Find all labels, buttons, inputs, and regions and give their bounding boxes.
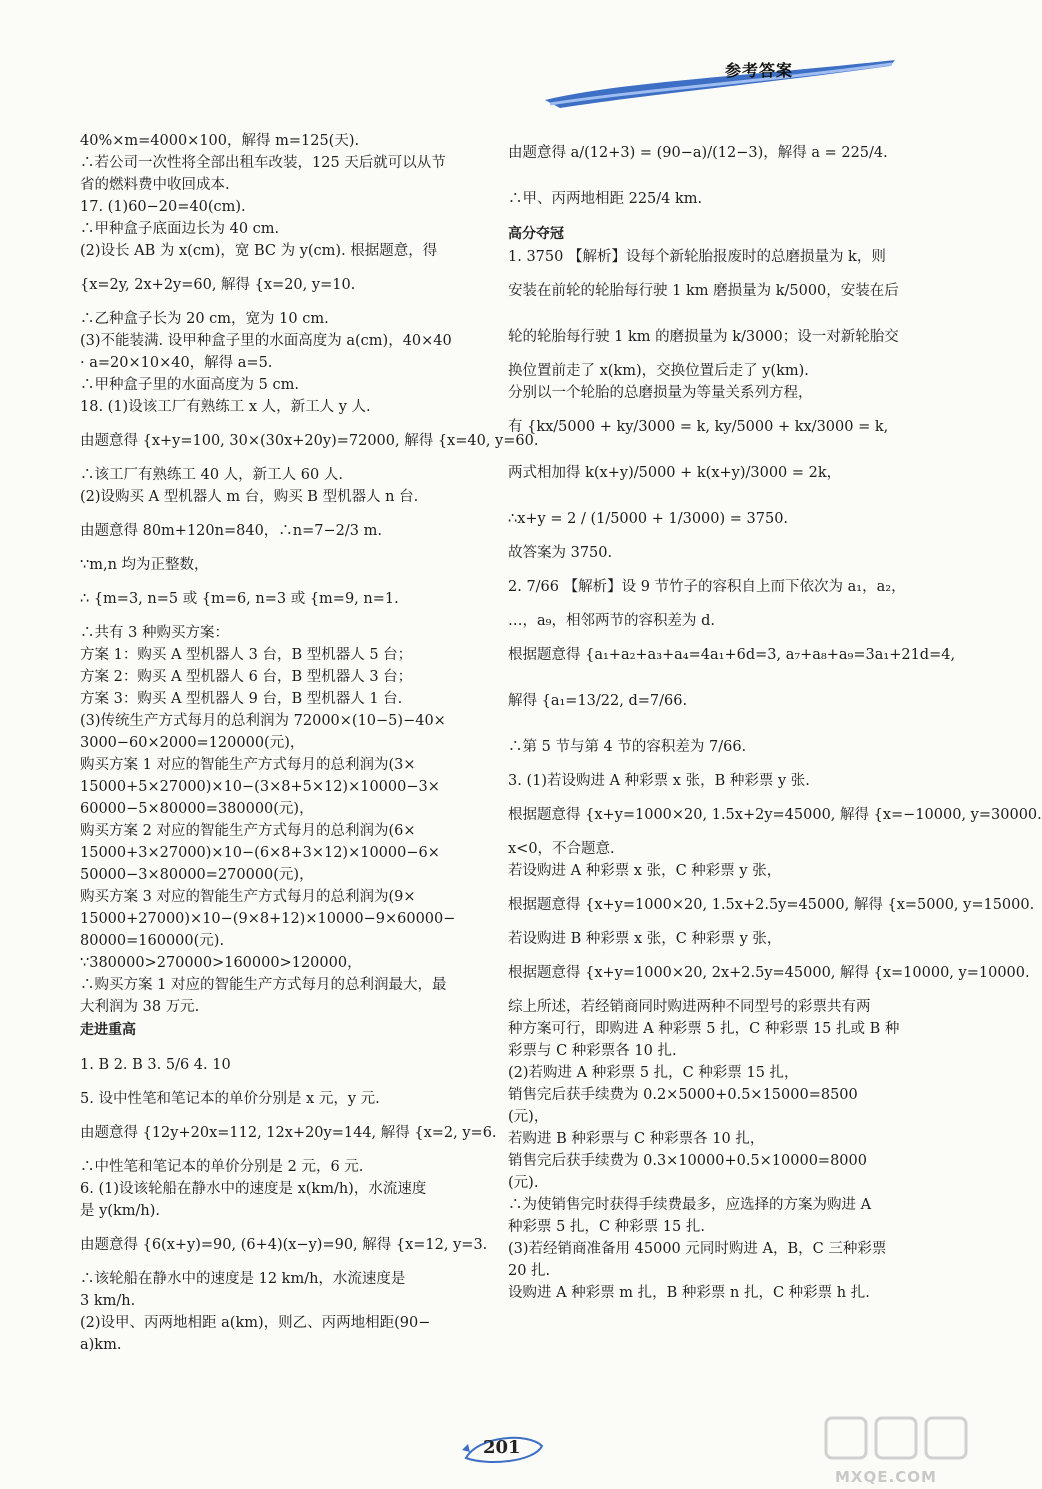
text-line: 若设购进 A 种彩票 x 张，C 种彩票 y 张， xyxy=(508,863,782,879)
text-line: 彩票与 C 种彩票各 10 扎. xyxy=(508,1043,677,1059)
text-line: ∴甲种盒子里的水面高度为 5 cm. xyxy=(80,377,299,393)
text-line: a)km. xyxy=(80,1337,122,1353)
text-line: 综上所述，若经销商同时购进两种不同型号的彩票共有两 xyxy=(508,999,871,1015)
text-line: (3)传统生产方式每月的总利润为 72000×(10−5)−40× xyxy=(80,713,446,729)
equation-system: 有 {kx/5000 + ky/3000 = k, ky/5000 + kx/3000 = k, xyxy=(508,419,889,435)
text-line: ∴甲、丙两地相距 225/4 km. xyxy=(508,191,703,207)
page-number: 201 xyxy=(483,1437,521,1458)
question-17: 17. (1)60−20=40(cm). xyxy=(80,199,246,215)
text-line: 种方案可行，即购进 A 种彩票 5 扎，C 种彩票 15 扎或 B 种 xyxy=(508,1021,900,1037)
equation-system: 根据题意得 {x+y=1000×20, 2x+2.5y=45000, 解得 {x=10000, y=10000. xyxy=(508,965,1030,981)
text-line: 是 y(km/h). xyxy=(80,1203,160,1219)
text-line: ∴购买方案 1 对应的智能生产方式每月的总利润最大，最 xyxy=(80,977,447,993)
text-line: 方案 1：购买 A 型机器人 3 台，B 型机器人 5 台； xyxy=(80,647,413,663)
text-line: 20 扎. xyxy=(508,1263,551,1279)
equation-system: 由题意得 {x+y=100, 30×(30x+20y)=72000, 解得 {x=40, y=60. xyxy=(80,433,539,449)
header-swoosh-graphic xyxy=(540,52,900,112)
text-line: ∴共有 3 种购买方案： xyxy=(80,625,229,641)
question-18: 18. (1)设该工厂有熟练工 x 人，新工人 y 人. xyxy=(80,399,371,415)
text-line: x<0，不合题意. xyxy=(508,841,615,857)
equation-system: ∴ {m=3, n=5 或 {m=6, n=3 或 {m=9, n=1. xyxy=(80,591,399,607)
text-line: 由题意得 a/(12+3) = (90−a)/(12−3)，解得 a = 225/4. xyxy=(508,145,888,161)
section-heading: 高分夺冠 xyxy=(508,226,564,242)
text-line: 60000−5×80000=380000(元)， xyxy=(80,801,314,817)
text-line: 购买方案 1 对应的智能生产方式每月的总利润为(3× xyxy=(80,757,416,773)
text-line: ∴该工厂有熟练工 40 人，新工人 60 人. xyxy=(80,467,343,483)
text-line: 5. 设中性笔和笔记本的单价分别是 x 元，y 元. xyxy=(80,1091,380,1107)
header-title: 参考答案 xyxy=(725,61,794,80)
text-line: (2)设长 AB 为 x(cm)，宽 BC 为 y(cm). 根据题意，得 xyxy=(80,243,438,259)
text-line: 方案 2：购买 A 型机器人 6 台，B 型机器人 3 台； xyxy=(80,669,413,685)
equation-system: 根据题意得 {x+y=1000×20, 1.5x+2.5y=45000, 解得 {x=5000, y=15000. xyxy=(508,897,1035,913)
text-line: ∴x+y = 2 / (1/5000 + 1/3000) = 3750. xyxy=(508,511,789,527)
equation-system: 由题意得 {6(x+y)=90, (6+4)(x−y)=90, 解得 {x=12, y=3. xyxy=(80,1237,488,1253)
text-line: (2)设购买 A 型机器人 m 台，购买 B 型机器人 n 台. xyxy=(80,489,419,505)
right-column xyxy=(508,130,1042,1304)
text-line: 15000+3×27000)×10−(6×8+3×12)×10000−6× xyxy=(80,845,440,861)
text-line: (2)设甲、丙两地相距 a(km)，则乙、丙两地相距(90− xyxy=(80,1315,431,1331)
equation-system: 根据题意得 {a₁+a₂+a₃+a₄=4a₁+6d=3, a₇+a₈+a₉=3a₁+21d=4, xyxy=(508,647,956,663)
text-line: 3 km/h. xyxy=(80,1293,136,1309)
text-line: 若设购进 B 种彩票 x 张，C 种彩票 y 张， xyxy=(508,931,782,947)
text-line: 80000=160000(元). xyxy=(80,933,225,949)
text-line: ∴为使销售完时获得手续费最多，应选择的方案为购进 A xyxy=(508,1197,872,1213)
text-line: 6. (1)设该轮船在静水中的速度是 x(km/h)，水流速度 xyxy=(80,1181,427,1197)
text-line: (3)不能装满. 设甲种盒子里的水面高度为 a(cm)，40×40 xyxy=(80,333,452,349)
text-line: (元). xyxy=(508,1175,539,1191)
text-line: 由题意得 80m+120n=840，∴n=7−2/3 m. xyxy=(80,523,382,539)
equation-system: 由题意得 {12y+20x=112, 12x+20y=144, 解得 {x=2, y=6. xyxy=(80,1125,497,1141)
text-line: 销售完后获手续费为 0.3×10000+0.5×10000=8000 xyxy=(508,1153,867,1169)
text-line: 1. 3750 【解析】设每个新轮胎报废时的总磨损量为 k，则 xyxy=(508,249,886,265)
text-line: …，a₉，相邻两节的容积差为 d. xyxy=(508,613,715,629)
text-line: 3000−60×2000=120000(元)， xyxy=(80,735,305,751)
answer-line: 1. B 2. B 3. 5/6 4. 10 xyxy=(80,1057,231,1073)
text-line: ∴乙种盒子长为 20 cm，宽为 10 cm. xyxy=(80,311,329,327)
text-line: ∵m,n 均为正整数， xyxy=(80,557,209,573)
equation-system: 解得 {a₁=13/22, d=7/66. xyxy=(508,693,688,709)
section-heading: 走进重高 xyxy=(80,1022,136,1038)
equation-system: 根据题意得 {x+y=1000×20, 1.5x+2y=45000, 解得 {x=−10000, y=30000. xyxy=(508,807,1042,823)
text-line: 若购进 B 种彩票与 C 种彩票各 10 扎， xyxy=(508,1131,765,1147)
text-line: ∴甲种盒子底面边长为 40 cm. xyxy=(80,221,280,237)
text-line: 换位置前走了 x(km)，交换位置后走了 y(km). xyxy=(508,363,809,379)
text-line: ∴中性笔和笔记本的单价分别是 2 元，6 元. xyxy=(80,1159,364,1175)
text-line: 轮的轮胎每行驶 1 km 的磨损量为 k/3000；设一对新轮胎交 xyxy=(508,329,899,345)
text-line: 购买方案 2 对应的智能生产方式每月的总利润为(6× xyxy=(80,823,416,839)
text-line: 大利润为 38 万元. xyxy=(80,999,200,1015)
text-line: ∴该轮船在静水中的速度是 12 km/h，水流速度是 xyxy=(80,1271,406,1287)
equation-system: {x=2y, 2x+2y=60, 解得 {x=20, y=10. xyxy=(80,277,356,293)
text-line: (3)若经销商准备用 45000 元同时购进 A，B，C 三种彩票 xyxy=(508,1241,887,1257)
text-line: 分别以一个轮胎的总磨损量为等量关系列方程， xyxy=(508,385,813,401)
text-line: · a=20×10×40，解得 a=5. xyxy=(80,355,273,371)
text-line: (2)若购进 A 种彩票 5 扎，C 种彩票 15 扎， xyxy=(508,1065,799,1081)
text-line: (元)， xyxy=(508,1109,549,1125)
text-line: 方案 3：购买 A 型机器人 9 台，B 型机器人 1 台. xyxy=(80,691,403,707)
text-line: 种彩票 5 扎，C 种彩票 15 扎. xyxy=(508,1219,705,1235)
text-line: 两式相加得 k(x+y)/5000 + k(x+y)/3000 = 2k， xyxy=(508,465,842,481)
text-line: 设购进 A 种彩票 m 扎，B 种彩票 n 扎，C 种彩票 h 扎. xyxy=(508,1285,870,1301)
text-line: 销售完后获手续费为 0.2×5000+0.5×15000=8500 xyxy=(508,1087,858,1103)
text-line: 15000+27000)×10−(9×8+12)×10000−9×60000− xyxy=(80,911,456,927)
text-line: 15000+5×27000)×10−(3×8+5×12)×10000−3× xyxy=(80,779,440,795)
text-line: 3. (1)若设购进 A 种彩票 x 张，B 种彩票 y 张. xyxy=(508,773,810,789)
text-line: 安装在前轮的轮胎每行驶 1 km 磨损量为 k/5000，安装在后 xyxy=(508,283,899,299)
text-line: ∴第 5 节与第 4 节的容积差为 7/66. xyxy=(508,739,747,755)
text-line: ∵380000>270000>160000>120000， xyxy=(80,955,362,971)
text-line: 购买方案 3 对应的智能生产方式每月的总利润为(9× xyxy=(80,889,416,905)
watermark-text: MXQE.COM xyxy=(835,1468,937,1486)
text-line: ∴若公司一次性将全部出租车改装，125 天后就可以从节 xyxy=(80,155,446,171)
text-line: 省的燃料费中收回成本. xyxy=(80,177,230,193)
text-line: 50000−3×80000=270000(元)， xyxy=(80,867,314,883)
text-line: 40%×m=4000×100，解得 m=125(天). xyxy=(80,133,360,149)
text-line: 2. 7/66 【解析】设 9 节竹子的容积自上而下依次为 a₁，a₂， xyxy=(508,579,906,595)
text-line: 故答案为 3750. xyxy=(508,545,613,561)
